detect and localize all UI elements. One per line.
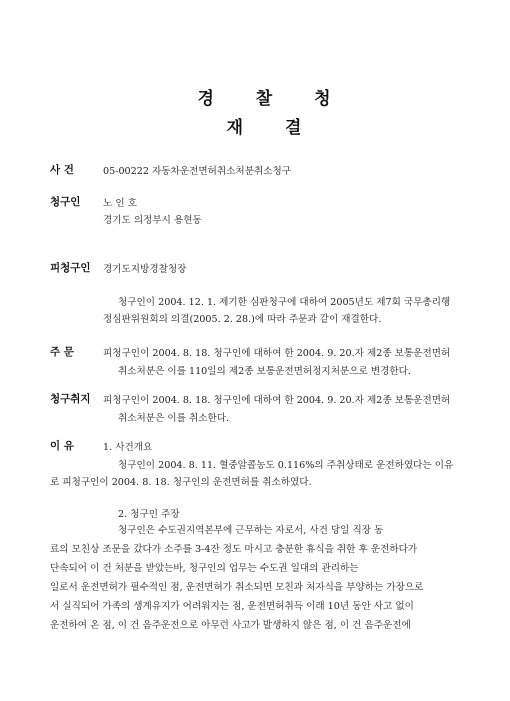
order-line-1: 피청구인이 2004. 8. 18. 청구인에 대하여 한 2004. 9. 20.자 제2종 보통운전면허: [103, 348, 451, 359]
claimant-name: 노 인 호: [103, 198, 137, 209]
respondent-name: 경기도지방경찰청장: [103, 264, 187, 275]
order-line-2: 취소처분은 이를 110일의 제2종 보통운전면허정지처분으로 변경한다.: [118, 366, 411, 377]
section-2-title: 2. 청구인 주장: [118, 509, 180, 520]
order-label: 주 문: [50, 346, 74, 358]
section-2-line: 단속되어 이 건 처분을 받았는바, 청구인의 업무는 수도권 일대의 관리하는: [50, 563, 359, 574]
section-2-line: 일로서 운전면허가 필수적인 점, 운전면허가 취소되면 모친과 처자식을 부양하는 가장으로: [50, 582, 424, 593]
section-2-line: 료의 모친상 조문을 갔다가 소주를 3-4잔 정도 마시고 충분한 휴식을 취한 후 운전하다가: [50, 544, 418, 555]
section-2-line: 청구인은 수도권지역본부에 근무하는 자로서, 사건 당일 직장 동: [118, 525, 384, 536]
section-1-line-1: 청구인이 2004. 8. 11. 혈중알콜농도 0.116%의 주취상태로 운전하였다는 이유: [118, 460, 454, 471]
claimant-address: 경기도 의정부시 용현동: [103, 215, 202, 226]
agency-title: 경 찰 청: [197, 89, 349, 109]
intro-line-2: 정심판위원회의 의결(2005. 2. 28.)에 따라 주문과 같이 재결한다.: [103, 314, 382, 325]
document-type-title: 재 결: [226, 118, 320, 138]
respondent-label: 피청구인: [50, 262, 91, 274]
purpose-line-1: 피청구인이 2004. 8. 18. 청구인에 대하여 한 2004. 9. 20.자 제2종 보통운전면허: [103, 395, 451, 406]
section-1-line-2: 로 피청구인이 2004. 8. 18. 청구인의 운전면허를 취소하였다.: [50, 477, 312, 488]
reason-label: 이 유: [50, 440, 74, 452]
claimant-label: 청구인: [50, 196, 81, 208]
purpose-line-2: 취소처분은 이를 취소한다.: [118, 413, 230, 424]
section-2-line: 운전하여 온 점, 이 건 음주운전으로 아무런 사고가 발생하지 않은 점, 이 건 음주운전에: [50, 620, 411, 631]
section-1-title: 1. 사건개요: [103, 442, 153, 453]
case-label: 사 건: [50, 164, 74, 176]
intro-line-1: 청구인이 2004. 12. 1. 제기한 심판청구에 대하여 2005년도 제7회 국무총리행: [118, 297, 451, 308]
purpose-label: 청구취지: [50, 393, 91, 405]
section-2-line: 서 실직되어 가족의 생계유지가 어려워지는 점, 운전면허취득 이래 10년 동안 사고 없이: [50, 601, 414, 612]
case-number: 05-00222 자동차운전면허취소처분취소청구: [103, 166, 292, 177]
